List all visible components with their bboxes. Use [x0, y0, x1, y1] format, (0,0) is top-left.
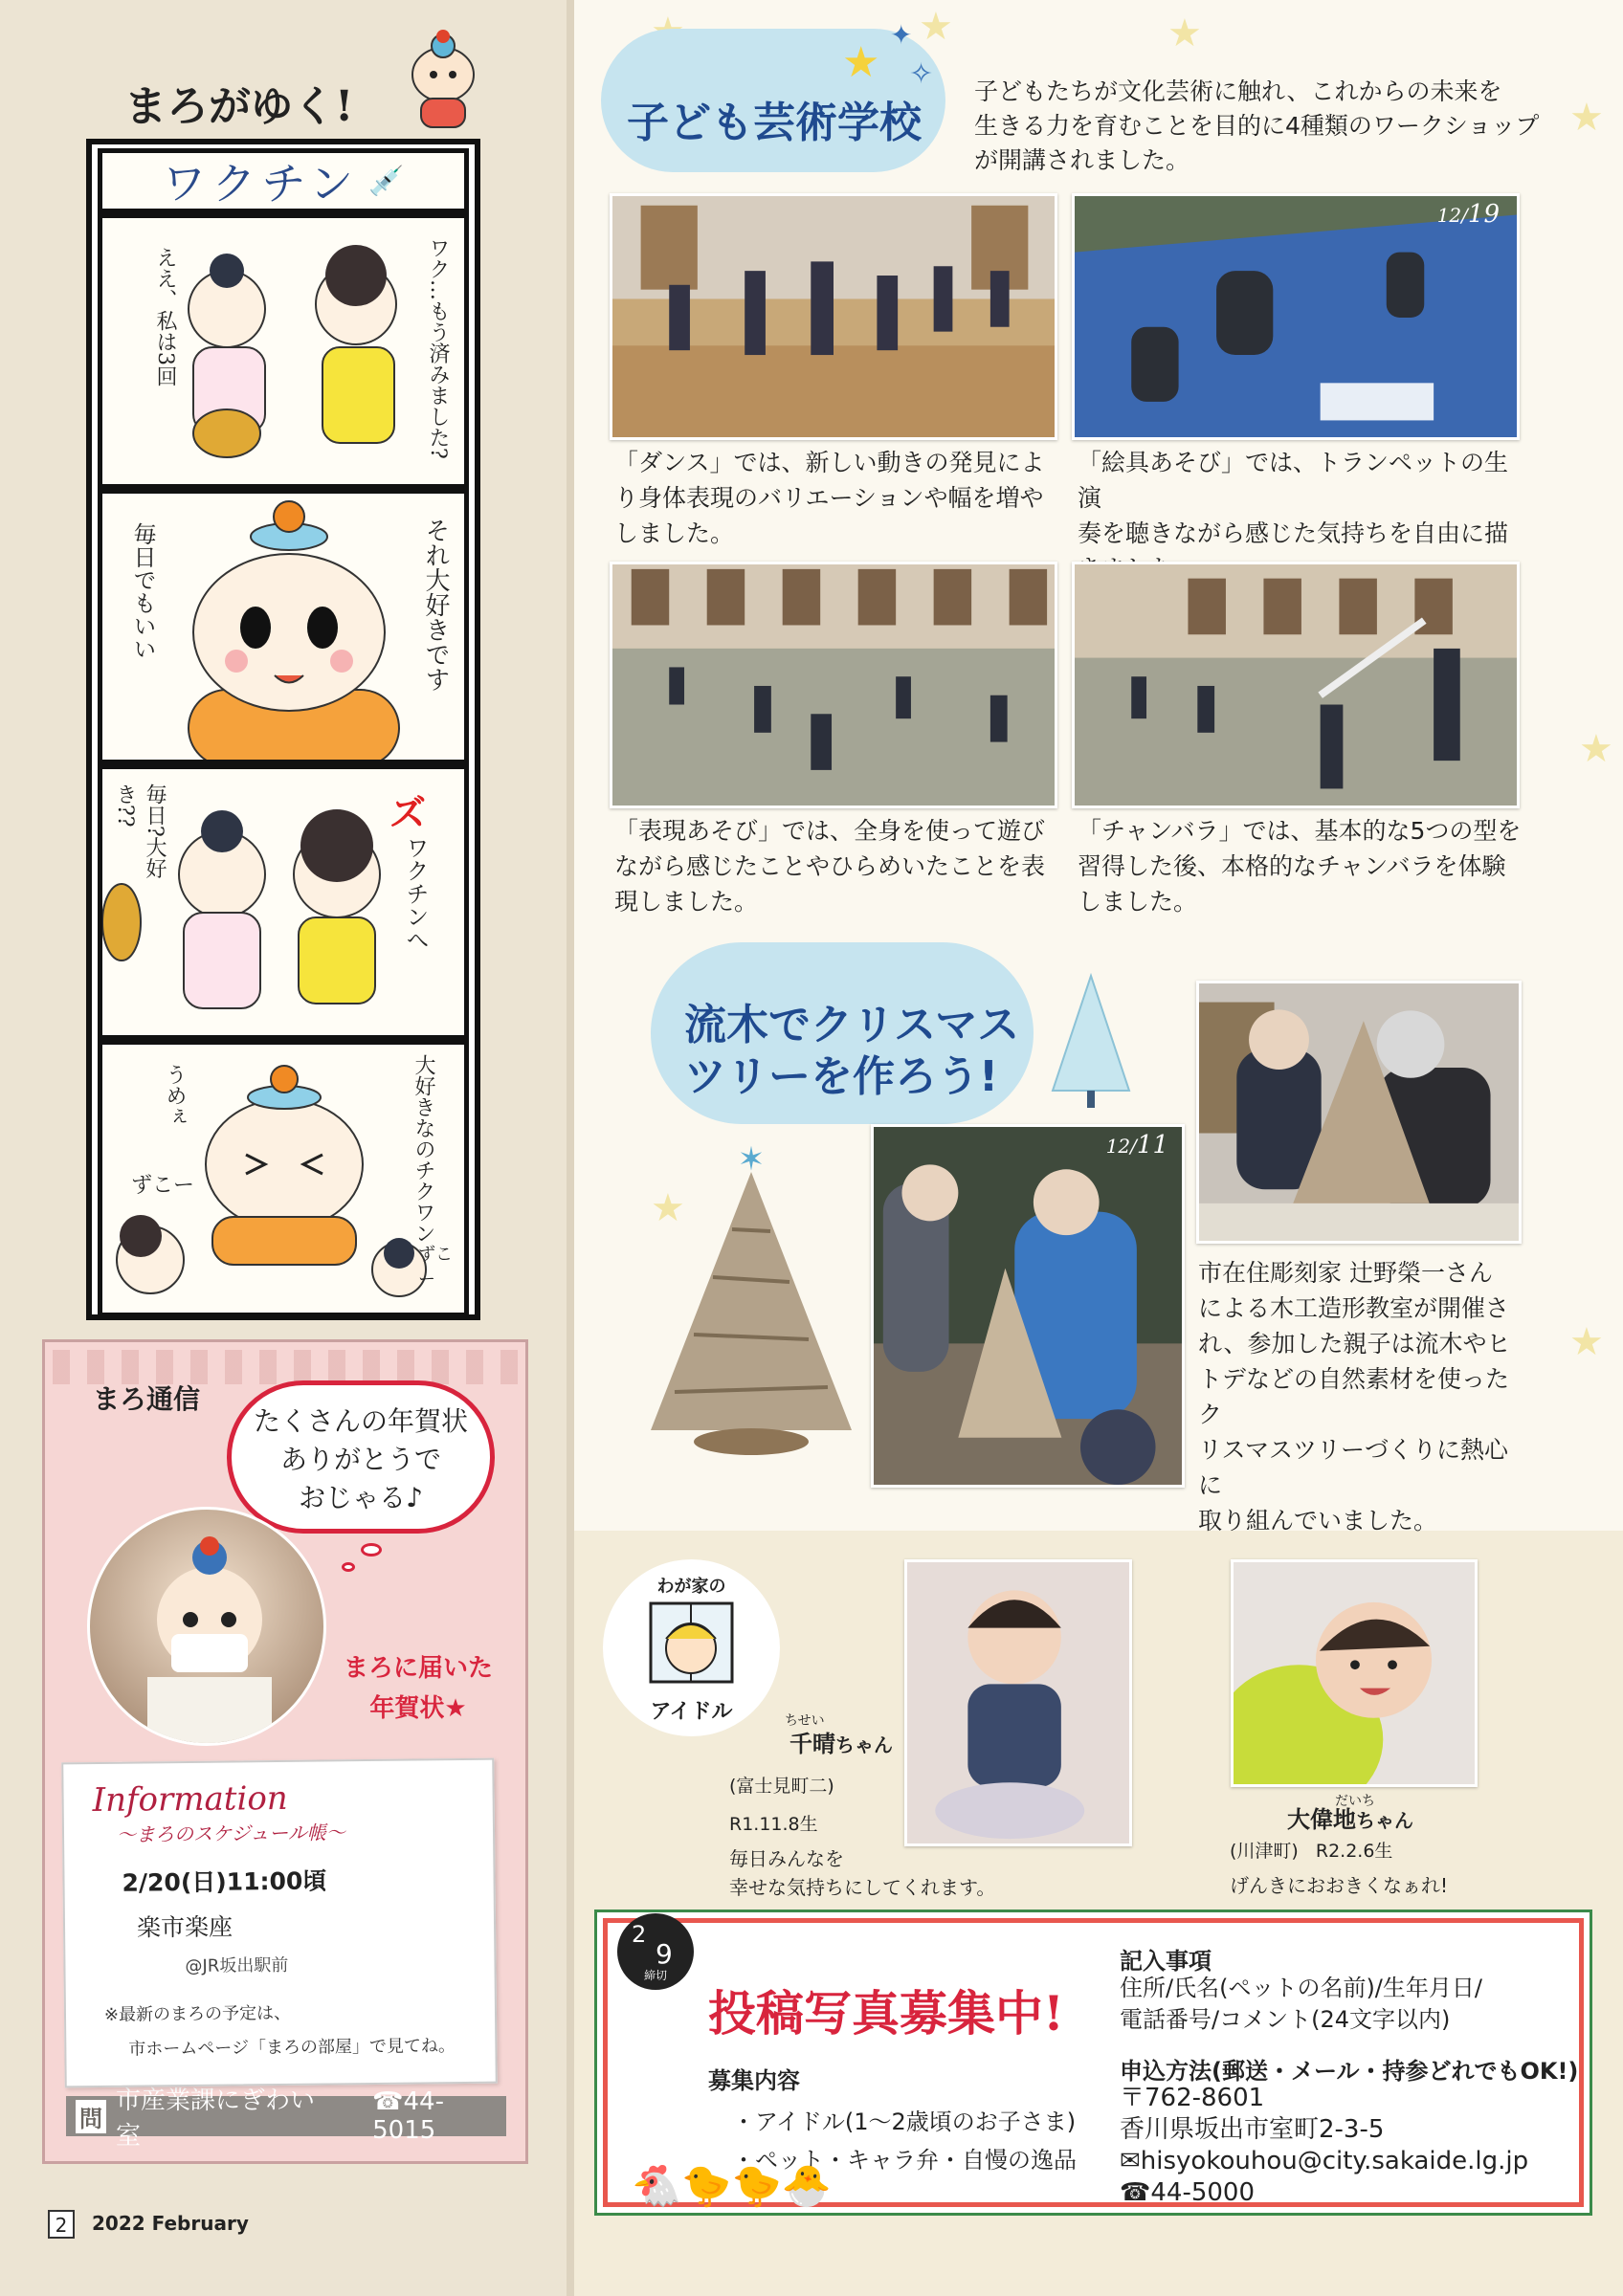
- text-line: 市在住彫刻家 辻野榮一さん: [1198, 1259, 1493, 1287]
- comic-panel-3: [98, 764, 469, 1040]
- kid-2-suffix: ちゃん: [1356, 1809, 1413, 1832]
- workshop-photo-2: [1196, 981, 1522, 1244]
- contact-dept: 市産業課にぎわい室: [116, 2086, 316, 2151]
- comic-header-panel: [98, 148, 469, 213]
- maro-mascot-icon: [397, 27, 493, 142]
- driftwood-title: [684, 1000, 1019, 1103]
- kid-1-ruby: ちせい: [785, 1713, 825, 1729]
- date-badge: 12/19: [1436, 200, 1500, 229]
- star-icon: ★: [919, 5, 953, 49]
- workshop-image-2: [1199, 983, 1519, 1241]
- paint-image: [1075, 196, 1517, 437]
- info-subtitle: 〜まろのスケジュール帳〜: [116, 1821, 345, 1846]
- mail-icon: ✉: [1120, 2147, 1141, 2175]
- caption-line: しました。: [614, 519, 735, 547]
- chick-icon: 🐤: [681, 2162, 732, 2209]
- workshop-image-1: [874, 1127, 1182, 1485]
- caption-line-2: 年賀状★: [369, 1694, 467, 1723]
- panel-4-sfx-a: ずこー: [131, 1174, 195, 1198]
- panel-3-speech-b: ワクチンへ: [402, 836, 429, 951]
- comic-panel-2: [98, 489, 469, 764]
- star-icon: ★: [1569, 96, 1604, 140]
- text-line: れ、参加した親子は流木やヒ: [1198, 1330, 1511, 1358]
- comic-panel-4: [98, 1040, 469, 1317]
- tree-icon: [1048, 971, 1134, 1110]
- intro-line-1: 子どもたちが文化芸術に触れ、これからの未来を: [974, 77, 1502, 105]
- kid-2-area: (川津町): [1230, 1841, 1299, 1862]
- info-place: @JR坂出駅前: [185, 1954, 289, 1977]
- date-month: 12: [1105, 1135, 1131, 1158]
- chick-icon: 🐣: [781, 2162, 833, 2209]
- text-line: による木工造形教室が開催さ: [1198, 1294, 1510, 1322]
- maro-photo: [87, 1507, 326, 1746]
- comic-title: まろがゆく!: [124, 82, 354, 131]
- dance-caption: [614, 445, 1064, 551]
- caption-line: 奏を聴きながら感じた気持ちを自由に描: [1078, 519, 1509, 547]
- date-month: 12: [1436, 204, 1462, 227]
- driftwood-tree-image: [636, 1143, 866, 1468]
- info-card: [61, 1758, 498, 2088]
- inquiry-tag: 問: [76, 2100, 106, 2133]
- info-note-1: ※最新のまろの予定は、: [103, 2002, 292, 2025]
- bubble-line-3: おじゃる♪: [299, 1482, 423, 1513]
- issue-label: 2022 February: [92, 2212, 249, 2235]
- maro-doll-image: [90, 1510, 326, 1746]
- submission-title: 投稿写真募集中!: [708, 1985, 1064, 2042]
- deadline-month: 2: [632, 1921, 647, 1948]
- kid-2-name: 大偉地: [1287, 1806, 1356, 1833]
- maro-news-title: まろ通信: [93, 1383, 201, 1415]
- bubble-tail-dot: [361, 1543, 382, 1556]
- badge-bottom-text: アイドル: [650, 1700, 733, 1724]
- kid-1-suffix: ちゃん: [835, 1733, 893, 1756]
- chick-icons: [632, 2162, 832, 2210]
- panel-2-speech-b: それ大好きです: [421, 518, 450, 692]
- fields-text: [1120, 1973, 1482, 2036]
- fields-line: 住所/氏名(ペットの名前)/生年月日/: [1120, 1975, 1482, 2001]
- info-event: 楽市楽座: [136, 1912, 233, 1942]
- panel-4-speech-b: 大好きなのチクワン: [411, 1054, 435, 1244]
- chanbara-image: [1075, 564, 1517, 806]
- kid-1-birth: R1.11.8生: [729, 1814, 818, 1835]
- deadline-day: 9: [656, 1938, 673, 1970]
- text-line: トデなどの自然素材を使ったク: [1198, 1365, 1510, 1428]
- comic-subtitle: ワクチン: [162, 158, 360, 210]
- panel-3-speech-a: 毎日?大好き??: [113, 784, 167, 879]
- contact-phone: ☎44-5015: [372, 2087, 444, 2145]
- star-icon: ★: [1569, 1320, 1604, 1364]
- kid-2-comment: げんきにおおきくなぁれ!: [1230, 1874, 1449, 1897]
- deadline-badge: [617, 1913, 694, 1990]
- date-badge: 12/11: [1105, 1131, 1168, 1159]
- chanbara-photo: [1072, 562, 1520, 808]
- kid-1-name: 千晴: [789, 1731, 835, 1757]
- content-item-1: ・アイドル(1〜2歳頃のお子さま): [732, 2108, 1077, 2135]
- panel-4-speech-a: うめぇ: [163, 1064, 187, 1127]
- contact-bar: [66, 2086, 506, 2151]
- kid-1-image: [907, 1562, 1129, 1843]
- dance-image: [612, 196, 1055, 437]
- caption-line: り身体表現のバリエーションや幅を増や: [614, 484, 1044, 512]
- panel-1-speech-b: ワク…もう済みました?: [426, 237, 450, 459]
- art-school-intro: [974, 75, 1539, 178]
- caption-line: 「ダンス」では、新しい動きの発見によ: [614, 449, 1045, 476]
- expression-play-photo: [610, 562, 1057, 808]
- maro-speech-bubble: [227, 1380, 495, 1534]
- dance-photo: [610, 193, 1057, 440]
- caption-line: 習得した後、本格的なチャンバラを体験: [1078, 852, 1506, 880]
- deadline-label: 締切: [643, 1969, 667, 1982]
- info-title: Information: [92, 1778, 288, 1821]
- comic-strip: [86, 139, 480, 1320]
- kid-1-photo: [904, 1559, 1132, 1846]
- paint-photo: [1072, 193, 1520, 440]
- panel-2-speech-a: 毎日でもいい: [129, 522, 156, 660]
- apply-label: 申込方法(郵送・メール・持参どれでもOK!): [1120, 2058, 1579, 2085]
- comic-panel-1: [98, 213, 469, 489]
- idol-window-icon: [632, 1596, 751, 1691]
- chanbara-caption: [1078, 813, 1527, 919]
- caption-line: 現しました。: [614, 888, 759, 916]
- driftwood-title-line-2: ツリーを作ろう!: [684, 1052, 999, 1101]
- caption-line-1: まろに届いた: [343, 1654, 493, 1683]
- photo-submission-box: [603, 1918, 1584, 2207]
- star-icon: ★: [1579, 727, 1613, 771]
- workshop-photo-1: [871, 1124, 1185, 1488]
- idol-badge: [603, 1559, 780, 1736]
- caption-line: 「表現あそび」では、全身を使って遊び: [614, 817, 1046, 845]
- text-line: リスマスツリーづくりに熱心に: [1198, 1436, 1509, 1499]
- email-link[interactable]: hisyokouhou@city.sakaide.lg.jp: [1140, 2147, 1529, 2175]
- driftwood-text: [1198, 1255, 1523, 1538]
- comment-line: 毎日みんなを: [729, 1847, 844, 1870]
- caption-line: 「チャンバラ」では、基本的な5つの型を: [1078, 817, 1522, 845]
- kid-2-area-birth: [1230, 1837, 1392, 1863]
- expression-image: [612, 564, 1055, 806]
- star-icon: ★: [842, 38, 880, 87]
- caption-line: 「絵具あそび」では、トランペットの生演: [1078, 449, 1509, 512]
- caption-line: しました。: [1078, 888, 1198, 916]
- hen-icon: 🐔: [632, 2162, 682, 2209]
- bubble-line-1: たくさんの年賀状: [253, 1405, 468, 1437]
- driftwood-title-line-1: 流木でクリスマス: [684, 1001, 1020, 1049]
- panel-4-sfx-b: ずこー: [418, 1245, 453, 1290]
- syringe-icon: 💉: [368, 164, 405, 198]
- maro-caption: [322, 1648, 514, 1729]
- bubble-tail-dot: [342, 1562, 355, 1572]
- apply-details: [1120, 2083, 1528, 2209]
- star-icon: ✧: [909, 57, 934, 91]
- bubble-line-2: ありがとうで: [279, 1444, 441, 1475]
- fields-line: 電話番号/コメント(24文字以内): [1120, 2006, 1451, 2033]
- content-item-2: ・ペット・キャラ弁・自慢の逸品: [732, 2147, 1077, 2174]
- fields-label: 記入事項: [1120, 1948, 1212, 1975]
- star-icon: ★: [1167, 11, 1202, 55]
- expression-caption: [614, 813, 1064, 919]
- page-number: 2: [48, 2210, 75, 2239]
- info-date: 2/20(日)11:00頃: [122, 1866, 327, 1897]
- date-day: 19: [1467, 200, 1500, 229]
- comment-line: 幸せな気持ちにしてくれます。: [729, 1876, 996, 1899]
- kid-2-ruby: だいち: [1335, 1794, 1375, 1809]
- content-label: 募集内容: [708, 2067, 800, 2094]
- caption-line: ながら感じたことやひらめいたことを表: [614, 852, 1046, 880]
- address: 香川県坂出市室町2-3-5: [1120, 2115, 1385, 2144]
- kid-1-name-row: [789, 1725, 893, 1758]
- badge-top-text: わが家の: [656, 1577, 726, 1597]
- kid-2-image: [1234, 1562, 1475, 1784]
- art-school-title: 子ども芸術学校: [627, 99, 922, 147]
- kid-2-birth: R2.2.6生: [1315, 1841, 1393, 1862]
- info-note-2: 市ホームページ「まろの部屋」で見てね。: [128, 2036, 456, 2060]
- star-icon: ★: [651, 1186, 685, 1230]
- kid-2-name-row: [1287, 1800, 1413, 1834]
- intro-line-2: 生きる力を育むことを目的に4種類のワークショップ: [974, 112, 1540, 140]
- panel-3-sfx: ズ: [389, 792, 427, 834]
- kid-1-area: (富士見町二): [729, 1776, 834, 1797]
- postal-code: 〒762-8601: [1120, 2084, 1265, 2112]
- date-day: 11: [1136, 1131, 1168, 1159]
- kid-2-photo: [1231, 1559, 1478, 1787]
- text-line: 取り組んでいました。: [1198, 1507, 1438, 1534]
- kid-1-comment: [729, 1844, 995, 1902]
- intro-line-3: が開講されました。: [974, 146, 1190, 174]
- phone-number: ☎44-5000: [1120, 2178, 1256, 2207]
- chick-icon: 🐤: [731, 2162, 782, 2209]
- panel-1-speech-a: ええ、私は3回: [153, 247, 177, 386]
- star-icon: ✦: [890, 19, 913, 51]
- email-row: [1120, 2146, 1528, 2177]
- svg-text:✶: ✶: [737, 1143, 766, 1179]
